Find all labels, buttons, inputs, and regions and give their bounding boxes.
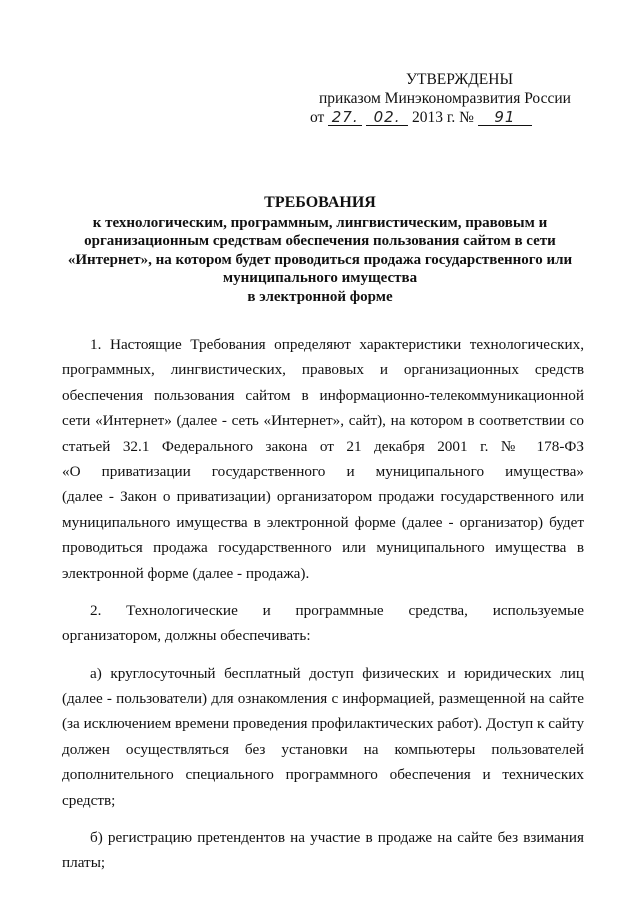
title-line: организационным средствам обеспечения пользования сайтом в сети bbox=[84, 233, 556, 249]
paragraph-line: 2. Технологические и программные средства, используемые bbox=[90, 601, 584, 619]
paragraph-line: 1. Настоящие Требования определяют характеристики технологических, bbox=[90, 336, 584, 353]
paragraph-line: платы; bbox=[62, 854, 106, 872]
paragraph-line: муниципального имущества в электронной форме (далее - организатор) будет bbox=[62, 513, 584, 531]
handwritten-day: 27. bbox=[328, 109, 362, 126]
date-year: 2013 г. № bbox=[411, 109, 474, 126]
paragraph-line: б) регистрацию претендентов на участие в продаже на сайте без взимания bbox=[90, 829, 584, 847]
paragraph-line: средств; bbox=[62, 791, 116, 809]
approval-date-line bbox=[300, 108, 600, 127]
paragraph-line: электронной форме (далее - продажа). bbox=[62, 564, 310, 582]
title-line: в электронной форме bbox=[247, 288, 393, 305]
paragraph-line: программных, лингвистических, правовых и организационных средств bbox=[62, 361, 584, 379]
paragraph-line: «О приватизации государственного и муниципального имущества» bbox=[62, 462, 584, 480]
approval-order-line: приказом Минэкономразвития России bbox=[319, 90, 571, 107]
title-line: «Интернет», на котором будет проводиться продажа государственного или bbox=[67, 251, 573, 268]
paragraph-line: а) круглосуточный бесплатный доступ физических и юридических лиц bbox=[90, 664, 584, 682]
paragraph-line: проводиться продажа государственного или муниципального имущества в bbox=[62, 539, 584, 557]
paragraph-line: сети «Интернет» (далее - сеть «Интернет», сайт), на котором в соответствии со bbox=[62, 412, 584, 430]
title-line: к технологическим, программным, лингвистическим, правовым и bbox=[92, 214, 548, 231]
date-prefix: от bbox=[310, 109, 325, 126]
document-title bbox=[40, 194, 600, 306]
handwritten-month: 02. bbox=[366, 109, 408, 126]
paragraph-line: дополнительного специального программного обеспечения и технических bbox=[62, 766, 584, 784]
document-body bbox=[62, 332, 584, 876]
paragraph-line: обеспечения пользования сайтом в информационно-телекоммуникационной bbox=[62, 386, 584, 404]
paragraph-line: (за исключением времени проведения профилактических работ). Доступ к сайту bbox=[62, 715, 585, 733]
paragraph-line: организатором, должны обеспечивать: bbox=[62, 627, 311, 645]
paragraph-line: (далее - Закон о приватизации) организатором продажи государственного или bbox=[62, 488, 584, 506]
title-line: муниципального имущества bbox=[222, 270, 418, 286]
handwritten-order-number: 91 bbox=[478, 109, 532, 126]
paragraph-line: (далее - пользователи) для ознакомления с информацией, размещенной на сайте bbox=[62, 690, 584, 708]
title-line: ТРЕБОВАНИЯ bbox=[264, 194, 376, 211]
approval-heading: УТВЕРЖДЕНЫ bbox=[406, 71, 513, 88]
approval-block bbox=[300, 70, 600, 127]
paragraph-line: статьей 32.1 Федерального закона от 21 декабря 2001 г. № 178-ФЗ bbox=[62, 437, 584, 455]
paragraph-line: должен осуществляться без установки на компьютеры пользователей bbox=[62, 740, 584, 758]
